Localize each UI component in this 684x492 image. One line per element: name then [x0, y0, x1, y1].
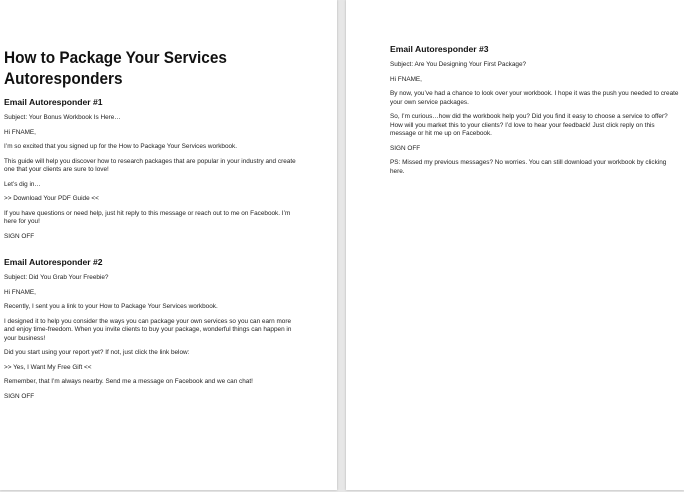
- section-gap: [4, 247, 302, 257]
- email-1-sign-off: SIGN OFF: [4, 232, 35, 240]
- page-1-content: [4, 48, 302, 407]
- email-3-heading: Email Autoresponder #3: [390, 44, 489, 54]
- document-page-2: [346, 0, 684, 490]
- email-1-paragraph: This guide will help you discover how to research packages that are popular in your industry and create one that your clients are sure to love!: [4, 157, 296, 173]
- email-3-subject: Subject: Are You Designing Your First Package?: [390, 61, 527, 68]
- email-2-heading: Email Autoresponder #2: [4, 257, 103, 267]
- email-2-paragraph: Did you start using your report yet? If not, just click the link below:: [4, 349, 190, 356]
- email-2-subject: Subject: Did You Grab Your Freebie?: [4, 274, 109, 281]
- email-1-heading: Email Autoresponder #1: [4, 97, 103, 107]
- email-1-paragraph: If you have questions or need help, just hit reply to this message or reach out to me on Facebook. I’m here for you!: [4, 209, 291, 225]
- email-2-gift-link[interactable]: >> Yes, I Want My Free Gift <<: [4, 363, 92, 371]
- document-page-1: [0, 0, 337, 490]
- email-2-paragraph: Recently, I sent you a link to your How to Package Your Services workbook.: [4, 303, 218, 310]
- email-2-greeting: Hi FNAME,: [4, 288, 36, 296]
- email-2-paragraph: Remember, that I’m always nearby. Send me a message on Facebook and we can chat!: [4, 378, 253, 385]
- email-1-subject: Subject: Your Bonus Workbook Is Here…: [4, 114, 121, 121]
- email-3-paragraph: So, I’m curious…how did the workbook help you? Did you find it easy to choose a service to offer? How will you market this to your clients? I’d love to hear your feedback! Just click reply on this message or hit me up on Facebook.: [390, 113, 668, 137]
- email-2-paragraph: I designed it to help you consider the ways you can package your own services so you can earn more and enjoy time-freedom. When you invite clients to buy your package, wonderful things can happen in your business!: [4, 317, 292, 342]
- email-1-paragraph: I’m so excited that you signed up for the How to Package Your Services workbook.: [4, 143, 238, 150]
- email-2-sign-off: SIGN OFF: [4, 392, 35, 400]
- email-1-greeting: Hi FNAME,: [4, 128, 36, 136]
- email-3-paragraph: By now, you’ve had a chance to look over your workbook. I hope it was the push you needed to create your own service packages.: [390, 90, 679, 106]
- email-1-paragraph: Let’s dig in…: [4, 180, 41, 188]
- page-2-content: [390, 44, 682, 182]
- email-3-sign-off: SIGN OFF: [390, 144, 421, 152]
- email-1-download-link[interactable]: >> Download Your PDF Guide <<: [4, 195, 99, 202]
- document-title: How to Package Your Services Autoresponders: [4, 49, 227, 88]
- email-3-postscript: PS: Missed my previous messages? No worries. You can still download your workbook by clicking here.: [390, 159, 667, 175]
- email-3-greeting: Hi FNAME,: [390, 75, 422, 83]
